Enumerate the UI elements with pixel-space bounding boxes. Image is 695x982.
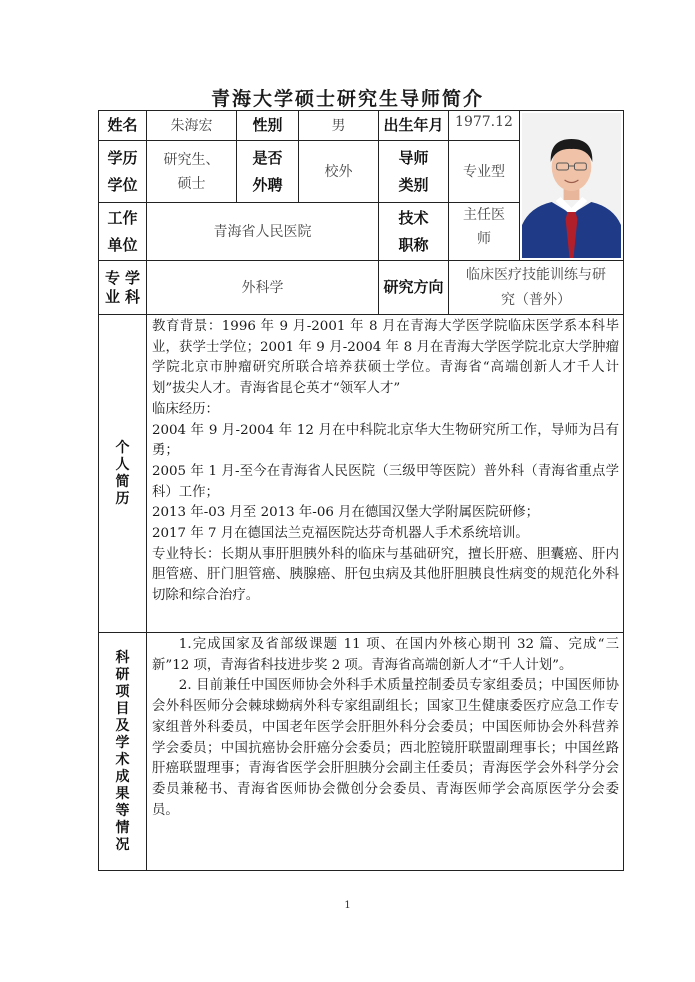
education-value: 研究生、 硕士 [147,141,237,203]
work-unit-value: 青海省人民医院 [147,203,379,261]
page-title: 青海大学硕士研究生导师简介 [210,88,484,110]
name-label: 姓名 [99,111,147,141]
research-direction-label: 研究方向 [379,261,449,315]
clinical-heading: 临床经历： [152,401,219,417]
work-unit-label: 工作 单位 [99,203,147,261]
academic-positions: 2. 目前兼任中国医师协会外科手术质量控制委员专家组委员；中国医师协会外科医师分会棘球蚴病外科专家组副组长；国家卫生健康委医疗应急工作专家组普外科委员，中国老年医学会肝胆外科分会委员；中国医师协会外科营养学会委员；中国抗癌协会肝癌分会委员；西北腔镜肝联盟副理事长；中国丝路肝癌联盟理事；青海省医学会肝胆胰分会副主任委员；青海医学会外科学分会委员兼秘书、青海省医师协会微创分会委员、青海医师学会高原医学分会委员。 [152,678,619,818]
tech-title-value: 主任医 师 [449,203,520,261]
mentor-type-value: 专业型 [449,141,520,203]
gender-value: 男 [299,111,379,141]
external-hire-label: 是否 外聘 [237,141,299,203]
name-value: 朱海宏 [147,111,237,141]
birth-label: 出生年月 [379,111,449,141]
mentor-type-label: 导师 类别 [379,141,449,203]
clinical-item: 2013 年-03 月至 2013 年-06 月在德国汉堡大学附属医院研修； [152,505,539,521]
education-background: 教育背景：1996 年 9 月-2001 年 8 月在青海大学医学院临床医学系本科毕业，获学士学位；2001 年 9 月-2004 年 8 月在青海大学医学院北京大学肿瘤学院北京市肿瘤研究所联合培养获硕士学位。青海省“高端创新人才千人计划”拔尖人才。青海省昆仑英才“领军人才” [152,319,619,397]
mentor-profile-table [98,110,624,871]
major-value: 外科学 [147,261,379,315]
portrait-image [522,113,621,258]
clinical-item: 2004 年 9 月-2004 年 12 月在中科院北京华大生物研究所工作，导师为吕有勇； [152,422,619,459]
specialty: 专业特长：长期从事肝胆胰外科的临床与基础研究，擅长肝癌、胆囊癌、肝内胆管癌、肝门胆管癌、胰腺癌、肝包虫病及其他肝胆胰良性病变的规范化外科切除和综合治疗。 [152,546,619,604]
birth-value: 1977.12 [449,111,520,141]
resume-content [147,315,624,633]
gender-label: 性别 [237,111,299,141]
major-label: 专 业 学 科 [99,261,147,315]
research-direction-value: 临床医疗技能训练与研 究（普外） [449,261,624,315]
mentor-photo [520,111,624,261]
research-content [147,633,624,871]
resume-label: 个 人 简 历 [99,315,147,633]
external-hire-value: 校外 [299,141,379,203]
clinical-item: 2005 年 1 月-至今在青海省人民医院（三级甲等医院）普外科（青海省重点学科）工作； [152,463,619,500]
research-achievements: 1.完成国家及省部级课题 11 项、在国内外核心期刊 32 篇、完成“三新”12 项，青海省科技进步奖 2 项。青海省高端创新人才“千人计划”。 [152,637,619,673]
tech-title-label: 技术 职称 [379,203,449,261]
education-label: 学历 学位 [99,141,147,203]
clinical-item: 2017 年 7 月在德国法兰克福医院达芬奇机器人手术系统培训。 [152,526,529,542]
research-label: 科 研 项 目 及 学 术 成 果 等 情 况 [99,633,147,871]
page-number: 1 [344,900,351,911]
